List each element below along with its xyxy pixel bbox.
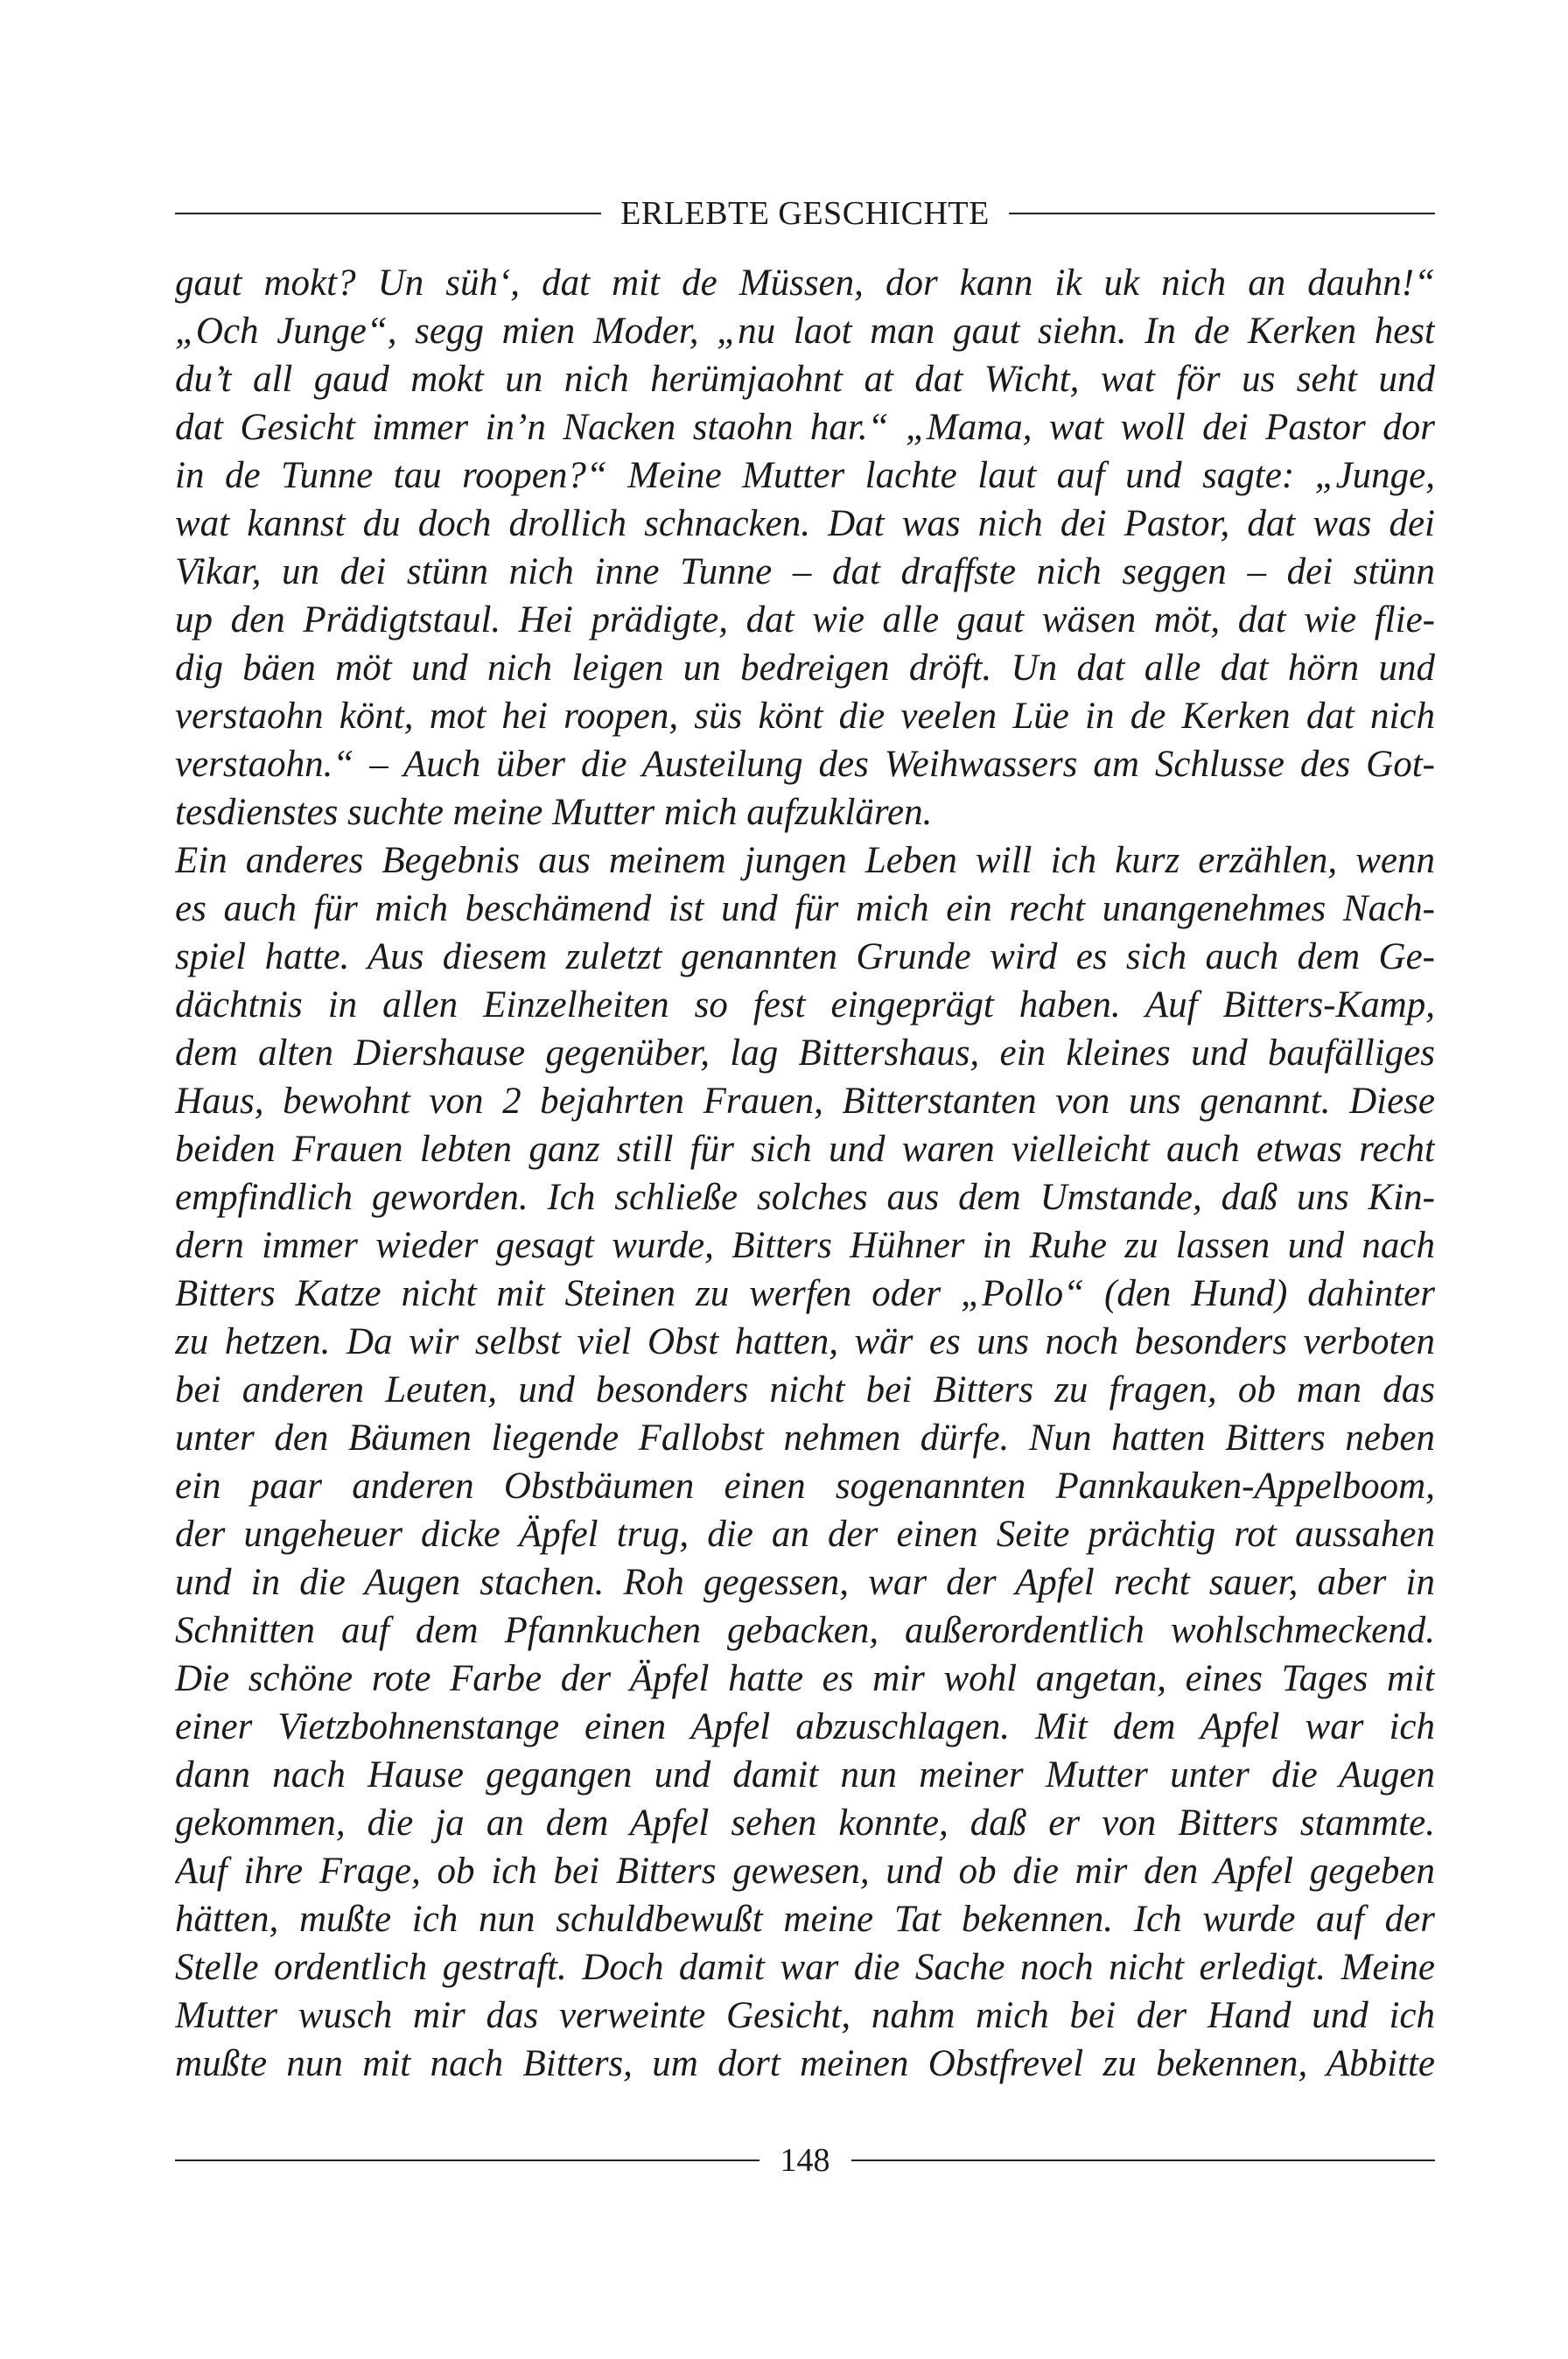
text-line: Mutter wusch mir das verweinte Gesicht, nahm mich bei der Hand und ich [175,1995,1435,2036]
text-line: gaut mokt? Un süh‘, dat mit de Müssen, dor kann ik uk nich an dauhn!“ [175,262,1435,304]
text-line: du’t all gaud mokt un nich herümjaohnt at dat Wicht, wat för us seht und [175,359,1435,400]
text-line: Auf ihre Frage, ob ich bei Bitters gewesen, und ob die mir den Apfel gegeben [175,1851,1435,1892]
text-line: bei anderen Leuten, und besonders nicht bei Bitters zu fragen, ob man das [175,1369,1435,1410]
page-footer [175,2136,1435,2185]
header-rule-right [1009,213,1435,214]
header-rule-left [175,213,601,214]
text-line: und in die Augen stachen. Roh gegessen, war der Apfel recht sauer, aber in [175,1562,1435,1603]
text-line: Haus, bewohnt von 2 bejahrten Frauen, Bitterstanten von uns genannt. Diese [175,1081,1435,1122]
page-number: 148 [780,2142,830,2179]
text-line: mußte nun mit nach Bitters, um dort meinen Obstfrevel zu bekennen, Abbitte [175,2043,1435,2084]
text-line: beiden Frauen lebten ganz still für sich und waren vielleicht auch etwas recht [175,1129,1435,1170]
text-line: gekommen, die ja an dem Apfel sehen konnte, daß er von Bitters stammte. [175,1802,1435,1844]
text-line: Stelle ordentlich gestraft. Doch damit war die Sache noch nicht erledigt. Meine [175,1947,1435,1988]
footer-rule-right [851,2160,1436,2161]
text-line: hätten, mußte ich nun schuldbewußt meine Tat bekennen. Ich wurde auf der [175,1899,1435,1940]
text-line: unter den Bäumen liegende Fallobst nehmen dürfe. Nun hatten Bitters neben [175,1418,1435,1459]
text-line: ein paar anderen Obstbäumen einen sogenannten Pannkauken-Appelboom, [175,1466,1435,1507]
text-line: tesdienstes suchte meine Mutter mich aufzuklären. [175,792,933,833]
text-line: dat Gesicht immer in’n Nacken staohn har.“ „Mama, wat woll dei Pastor dor [175,407,1435,448]
text-line: empfindlich geworden. Ich schließe solches aus dem Umstande, daß uns Kin- [175,1177,1435,1218]
text-line: up den Prädigtstaul. Hei prädigte, dat wie alle gaut wäsen möt, dat wie flie- [175,599,1435,640]
text-line: Ein anderes Begebnis aus meinem jungen Leben will ich kurz erzählen, wenn [175,840,1435,881]
text-line: der ungeheuer dicke Äpfel trug, die an der einen Seite prächtig rot aussahen [175,1514,1435,1555]
text-line: verstaohn.“ – Auch über die Austeilung des Weihwassers am Schlusse des Got- [175,744,1435,785]
text-line: zu hetzen. Da wir selbst viel Obst hatten, wär es uns noch besonders verboten [175,1321,1435,1362]
text-line: wat kannst du doch drollich schnacken. Dat was nich dei Pastor, dat was dei [175,503,1435,544]
text-line: dern immer wieder gesagt wurde, Bitters Hühner in Ruhe zu lassen und nach [175,1225,1435,1266]
text-line: Bitters Katze nicht mit Steinen zu werfen oder „Pollo“ (den Hund) dahinter [175,1273,1435,1314]
text-line: dem alten Diershause gegenüber, lag Bittershaus, ein kleines und baufälliges [175,1032,1435,1074]
text-line: dann nach Hause gegangen und damit nun meiner Mutter unter die Augen [175,1754,1435,1796]
text-line: spiel hatte. Aus diesem zuletzt genannten Grunde wird es sich auch dem Ge- [175,936,1435,977]
text-line: Die schöne rote Farbe der Äpfel hatte es mir wohl angetan, eines Tages mit [175,1658,1435,1699]
running-header [175,187,1435,240]
text-line: dächtnis in allen Einzelheiten so fest eingeprägt haben. Auf Bitters-Kamp, [175,984,1435,1026]
text-line: verstaohn könt, mot hei roopen, süs könt die veelen Lüe in de Kerken dat nich [175,696,1435,737]
text-line: dig bäen möt und nich leigen un bedreigen dröft. Un dat alle dat hörn und [175,648,1435,689]
text-line: Vikar, un dei stünn nich inne Tunne – dat draffste nich seggen – dei stünn [175,551,1435,592]
text-line: es auch für mich beschämend ist und für mich ein recht unangenehmes Nach- [175,888,1435,929]
text-line: Schnitten auf dem Pfannkuchen gebacken, außerordentlich wohlschmeckend. [175,1610,1435,1651]
header-title: ERLEBTE GESCHICHTE [620,195,990,232]
text-line: einer Vietzbohnenstange einen Apfel abzuschlagen. Mit dem Apfel war ich [175,1706,1435,1747]
body-text [175,259,1435,2088]
footer-rule-left [175,2160,760,2161]
text-line: in de Tunne tau roopen?“ Meine Mutter lachte laut auf und sagte: „Junge, [175,455,1435,496]
text-line: „Och Junge“, segg mien Moder, „nu laot man gaut siehn. In de Kerken hest [175,311,1435,352]
